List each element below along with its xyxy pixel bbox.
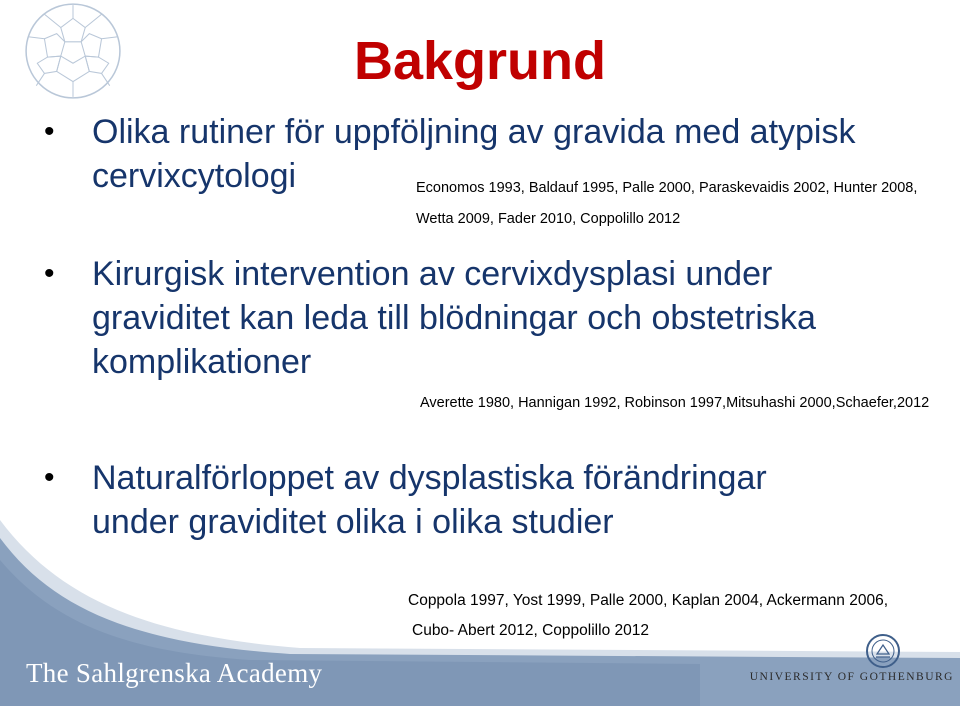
slide-title bbox=[0, 30, 960, 92]
bullet-2 bbox=[44, 252, 952, 384]
bullet-3-line-1: Naturalförloppet av dysplastiska förändringar bbox=[92, 459, 767, 497]
footer-university-name: UNIVERSITY OF GOTHENBURG bbox=[749, 671, 954, 683]
footer-academy-name: The Sahlgrenska Academy bbox=[26, 658, 323, 688]
bullet-3 bbox=[44, 456, 952, 544]
bullet-dot: • bbox=[44, 115, 55, 148]
university-seal-icon bbox=[865, 633, 901, 669]
bullet-3-citation-1: Coppola 1997, Yost 1999, Palle 2000, Kaplan 2004, Ackermann 2006, bbox=[408, 592, 889, 609]
bullet-2-citation-1: Averette 1980, Hannigan 1992, Robinson 1997,Mitsuhashi 2000,Schaefer,2012 bbox=[420, 395, 930, 411]
bullet-3-line-2: under graviditet olika i olika studier bbox=[92, 503, 614, 541]
bullet-2-line-3: komplikationer bbox=[92, 343, 312, 381]
bullet-1-citation-2: Wetta 2009, Fader 2010, Coppolillo 2012 bbox=[416, 211, 681, 227]
bullet-3-citation-2: Cubo- Abert 2012, Coppolillo 2012 bbox=[412, 622, 649, 639]
bullet-2-line-1: Kirurgisk intervention av cervixdysplasi under bbox=[92, 255, 773, 293]
slide-title-text: Bakgrund bbox=[353, 31, 607, 91]
bullet-dot: • bbox=[44, 461, 55, 494]
bullet-1-citation-1: Economos 1993, Baldauf 1995, Palle 2000, Paraskevaidis 2002, Hunter 2008, bbox=[416, 180, 918, 196]
bullet-2-line-2: graviditet kan leda till blödningar och obstetriska bbox=[92, 299, 816, 337]
bullet-dot: • bbox=[44, 257, 55, 290]
bullet-1-line-1: Olika rutiner för uppföljning av gravida med atypisk bbox=[92, 113, 856, 151]
bullet-1-line-2: cervixcytologi bbox=[92, 157, 297, 195]
